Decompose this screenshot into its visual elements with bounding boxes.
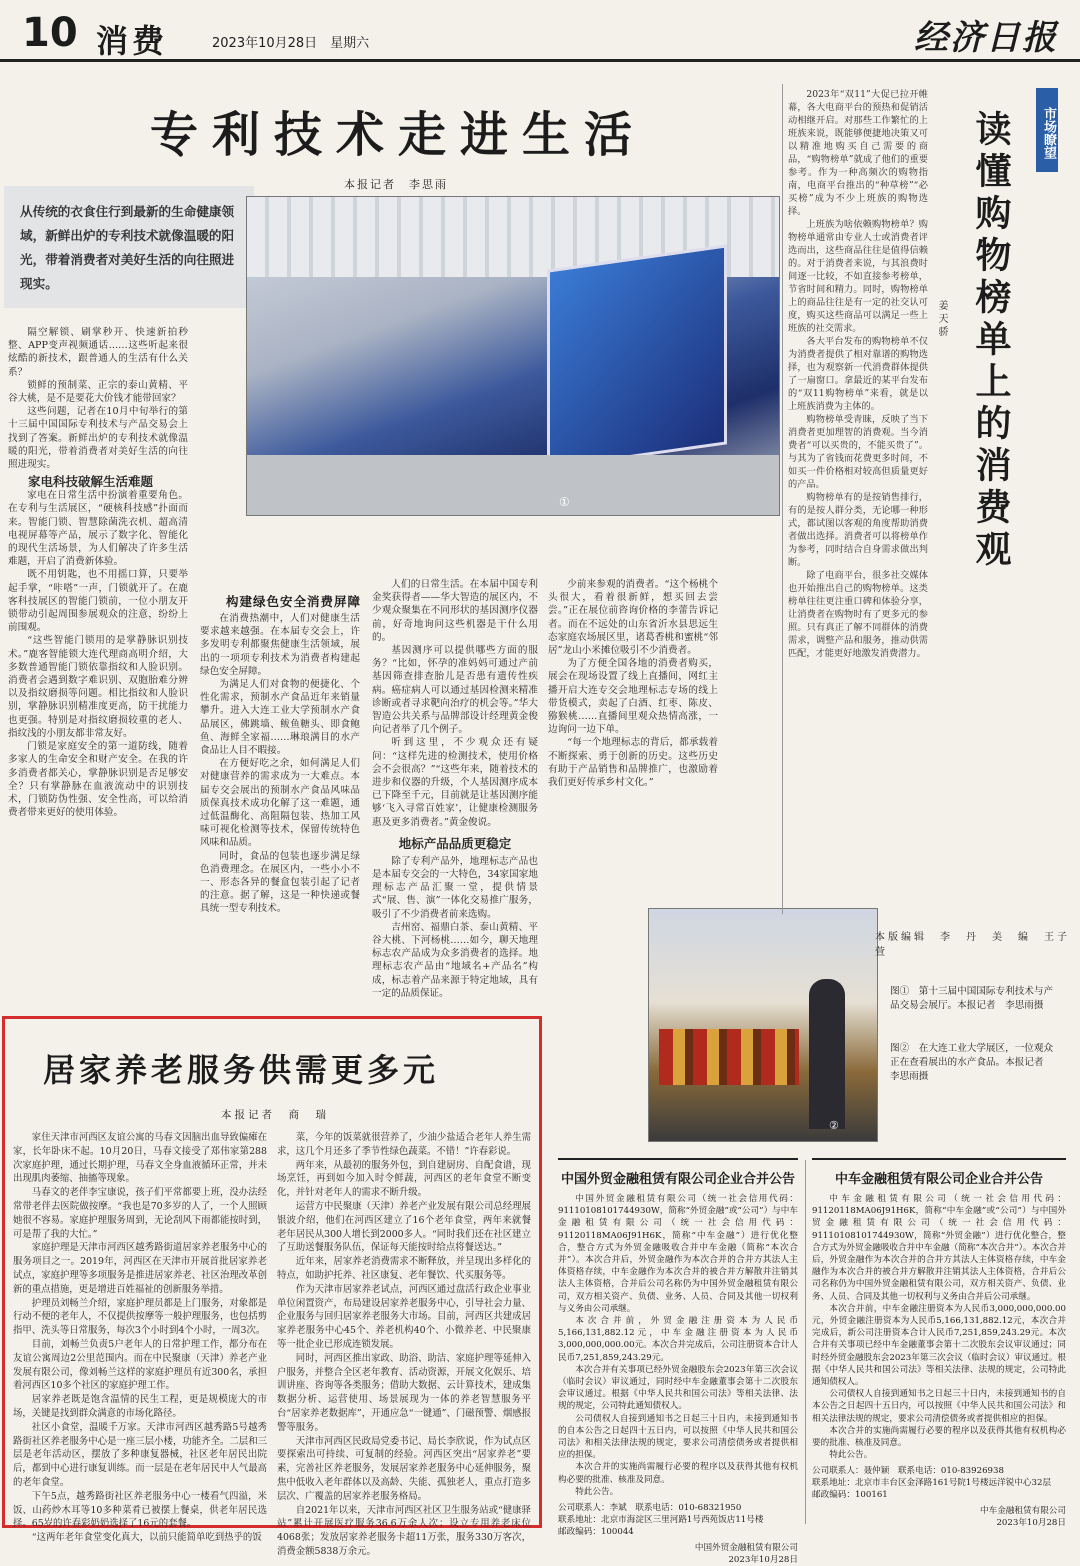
paragraph: 隔空解锁、刷掌秒开、快速新拍秒整、APP变声视频通话……这些听起来很炫酷的新技术，跟普通人的生活有什么关系？: [8, 327, 188, 378]
contact-line: 邮政编码：100161: [812, 1490, 888, 1501]
paragraph: 购物榜单有的是按销售排行，有的是按人群分类，无论哪一种形式，都试图以客观的角度帮助消费者做出选择。消费者可以将榜单作为参考，同时结合自身需求做出判断。: [788, 492, 928, 568]
paragraph: 中车金融租赁有限公司（统一社会信用代码：91120118MA06J91H6K，简称“中车金融”或“公司”）与中国外贸金融租赁有限公司（统一社会信用代码：91110108101744930W，简称“外贸金融”）进行优化整合，整合方式为外贸金融吸收合并中车金融（简称“本次合并”）。本次合并后，外贸金融作为本次合并的合并方其法人主体资格存续，中车金融作为本次合并的被合并方解散并注销其法人主体资格，合并后公司名称仍为中国外贸金融租赁有限公司，双方相关资产、负债、业务、人员、合同及其他一切权利与义务由合并后公司承继。: [812, 1194, 1066, 1302]
signature-line: 2023年10月28日: [728, 1555, 798, 1566]
paragraph: 除了专利产品外，地理标志产品也是本届专交会的一大特色，34家国家地理标志产品汇聚一堂，提供情景式“展、售、演”一体化交易推广服务，吸引了不少消费者前来选购。: [372, 855, 538, 920]
paragraph: 菜，今年的饭菜就很营养了，少油少盐适合老年人养生需求，这几个月还多了季节性绿色蔬菜。不错！”许春彩说。: [277, 1132, 531, 1157]
photo1-number: ①: [559, 495, 570, 509]
subhead-geo-products: 地标产品品质更稳定: [398, 835, 512, 851]
feature-headline: 专利技术走进生活: [150, 107, 647, 163]
notice-contact: [812, 1465, 1066, 1501]
commentary-author: 姜天骄: [936, 300, 947, 339]
notice-contact: [558, 1502, 798, 1538]
paragraph: 上班族为啥依赖购物榜单？购物榜单通常由专业人士或消费者评选而出，这些商品往往是值得信赖的。对于消费者来说，与其浪费时间逐一比较，不如直接参考榜单，节省时间和精力。同时，购物榜单上的商品往往是有一定的社交认可度，购买这些商品可以满足一些上班族的社交需求。: [788, 219, 928, 334]
paragraph: 家电在日常生活中扮演着重要角色。在专利与生活展区，“硬核科技感”扑面而来。智能门锁、智慧除菌洗衣机、超高清电视屏幕等产品，展示了数字化、智能化的现代生活场景，为人们解决了许多生活难题，开启了消费新体验。: [8, 490, 188, 568]
paragraph: 作为天津市居家养老试点，河西区通过盘活行政企业事业单位闲置资产，布局建设居家养老服务中心，引导社会力量、企业服务与回归居家养老服务大市场。目前，河西区共建成居家养老服务中心45个、养老机构40个、小微养老、中民聚康等一批企业已形成连锁发展。: [277, 1283, 531, 1350]
paragraph: 公司债权人自接到通知书之日起三十日内，未接到通知书的自本公告之日起四十五日内，可以按照《中华人民共和国公司法》和相关法律法规的规定，要求公司清偿债务或者提供相应的担保。: [812, 1389, 1066, 1424]
notice-signature: [812, 1505, 1066, 1529]
photo2-caption: 图② 在大连工业大学展区，一位观众正在查看展出的水产食品。本报记者 李思雨摄: [890, 1043, 1054, 1082]
subhead-home-appliance: 家电科技破解生活难题: [28, 474, 154, 490]
feature-column-1: [8, 326, 188, 1006]
feature-lead: 从传统的衣食住行到最新的生命健康领域，新鲜出炉的专利技术就像温暖的阳光，带着消费者对美好生活的向往照进现实。: [20, 204, 235, 291]
paragraph: 基因测序可以提供哪些方面的服务？“比如，怀孕的准妈妈可通过产前基因筛查排查胎儿是否患有遗传性疾病。癌症病人可以通过基因检测来精准诊断或者寻求靶向治疗的机会等。”华大智造公共关系与品牌部设计经理黄金俊向记者举了几个例子。: [372, 645, 538, 736]
paragraph: 本次合并前，外贸金融注册资本为人民币5,166,131,882.12元，中车金融注册资本为人民币3,000,000,000.00元。本次合并完成后，公司注册资本合计人民币7,251,859,243.29元。: [558, 1316, 798, 1363]
subhead-green-safety: 构建绿色安全消费屏障: [226, 594, 362, 609]
paragraph: 目前，刘畅兰负责5户老年人的日常护理工作，都分布在友谊公寓周边2公里范围内。而在中民聚康（天津）养老产业发展有限公司，像刘畅兰这样的家庭护理员有近300名，承担着河西区10多个社区的家庭护理工作。: [13, 1338, 267, 1392]
photo-floor: [247, 455, 779, 515]
feature-byline: 本报记者 李思雨: [344, 178, 448, 191]
paragraph: 自2021年以来，天津市河西区社区卫生服务站或“健康驿站”累计开展医疗服务36.6万余人次；设立专用养老床位4068张；发放居家养老服务卡超11万张，服务330万客次，消费金额5838万余元。: [277, 1504, 531, 1557]
merger-notice-cfl: [558, 1158, 798, 1566]
paragraph: 2023年“双11”大促已拉开帷幕，各大电商平台的预热和促销活动相继开启。对那些工作繁忙的上班族来说，既能够便捷地决策又可以精准地购买自己需要的商品，“购物榜单”就成了他们的重要参考。作为一种高频次的购物指南，电商平台推出的“种草榜”“必买榜”成为不少上班族的购物选择。: [788, 89, 928, 217]
paragraph: 各大平台发布的购物榜单不仅为消费者提供了相对靠谱的购物选择，也为观察新一代消费群体提供了一扇窗口。拿最近的某平台发布的“双11购物榜单”来看，就是以上班族消费为主体的。: [788, 336, 928, 412]
paragraph: 特此公告。: [575, 1486, 619, 1497]
paragraph: 锁鲜的预制菜、正宗的泰山黄精、平谷大桃，是不是要花大价钱才能带回家？: [8, 379, 188, 405]
photo-visitor: [809, 979, 845, 1129]
contact-line: 公司联系人：李斌 联系电话：010-68321950: [558, 1503, 742, 1514]
paragraph: 护理员刘畅兰介绍，家庭护理员都是上门服务，对象都是行动不便的老年人，不仅提供按摩等一般护理服务，也包括剪指甲、洗头等日常服务，每次3个小时到4个小时，一周3次。: [13, 1297, 267, 1337]
page-credits: 本版编辑 李 丹 美 编 王子萱: [875, 932, 1070, 958]
paragraph: 既不用钥匙，也不用摇口算，只要举起手掌，“咔嗒”一声，门锁就开了。在鹿客科技展区的智能门锁前，一位小朋友开锁带动引起周围参展观众的注意，纷纷上前围观。: [8, 569, 188, 634]
paragraph: 本次合并的实施尚需履行必要的程序以及获得其他有权机构必要的批准、核准及同意。: [812, 1425, 1066, 1449]
paragraph: 少前来参观的消费者。“这个杨桃个头很大，看着很新鲜，想买回去尝尝。”正在展位前咨询价格的李蕾告诉记者。而在不远处的山东省沂水县思远生态家庭农场展区里，诸葛香桃和蜜桃“邻居”龙山小米摊位吸引不少消费者。: [548, 579, 718, 657]
paragraph: 公司债权人自接到通知书之日起三十日内，未接到通知书的自本公告之日起四十五日内，可以按照《中华人民共和国公司法》和相关法律法规的规定，要求公司清偿债务或者提供相应的担保。: [558, 1413, 798, 1461]
paragraph: 这些问题，记者在10月中旬举行的第十三届中国国际专利技术与产品交易会上找到了答案。新鲜出炉的专利技术就像温暖的阳光，带着消费者对美好生活的向往照进现实。: [8, 406, 188, 471]
paragraph: 两年来，从最初的服务外包，到自建厨房、自配食谱，现场烹饪，再到如今加入时令鲜蔬，河西区的老年食堂不断变化，并针对老年人的需求不断升级。: [277, 1159, 531, 1199]
paragraph: 人们的日常生活。在本届中国专利金奖获得者——华大智造的展区内，不少观众聚集在不同形状的基因测序仪器前，好奇地询问这些机器是干什么用的。: [372, 579, 538, 643]
feature-column-2: [200, 612, 360, 1006]
paragraph: 购物榜单受青睐，反映了当下消费者更加理智的消费观。当今消费者“可以买贵的，不能买贵了”。与其为了省钱而花费更多时间，不如买一件价格相对较高但质量更好的产品。: [788, 414, 928, 490]
contact-line: 公司联系人：聂仲颖 联系电话：010-83926938: [812, 1466, 1004, 1477]
paragraph: 为了方便全国各地的消费者购买，展会在现场设置了线上直播间，网红主播开启大连专交会地理标志专场的线上带货模式，卖起了白酒、红枣、陈皮、猕猴桃……直播间里观众热情高涨，一边询问一边下单。: [548, 658, 718, 736]
signature-line: 中车金融租赁有限公司: [980, 1506, 1066, 1517]
paragraph: 吉州窑、福鼎白茶、泰山黄精、平谷大桃、下河杨桃……如今，聊天地理标志农产品成为众多消费者的选择。地理标志农产品由“地域名+产品名”构成，标志着产品来源于特定地域，具有一定的品质保证。: [372, 921, 538, 999]
pension-byline: 本报记者 商 瑞: [221, 1109, 329, 1121]
feature-lead-box: [4, 186, 254, 308]
paragraph: 家庭护理是天津市河西区越秀路街道居家养老服务中心的服务项目之一。2019年，河西区在天津市开展首批居家养老试点，家庭护理等多项服务是推进居家养老、社区治理改革创新的重点措施，更是增进百姓福祉的创新服务举措。: [13, 1242, 267, 1295]
paragraph: 家住天津市河西区友谊公寓的马春文因脑出血导致偏瘫在家，长年卧床不起。10月20日，马春文接受了郑伟家第288次家庭护理，通过长期护理，马春文全身血液循环正常，并未出现肌肉萎缩、抽搐等现象。: [13, 1132, 267, 1185]
paragraph: 为满足人们对食物的便捷化、个性化需求，预制水产食品近年来销量攀升。进入大连工业大学预制水产食品展区，佛跳墙、鲅鱼糖头、即食鲍鱼、海鲜全家福……琳琅满目的水产食品让人目不暇接。: [200, 679, 360, 757]
paragraph: 本次合并前，中车金融注册资本为人民币3,000,000,000.00元，外贸金融注册资本为人民币5,166,131,882.12元，本次合并完成后，新公司注册资本合计人民币7,251,859,243.29元。本次合并有关事项已经中车金融董事会第十二次股东会议审议通过；同时经外贸金融股东会2023年第三次会议（临时会议）审议通过。根据《中华人民共和国公司法》等相关法律、法规的规定，公司特此通知债权人。: [812, 1303, 1066, 1388]
paragraph: 中国外贸金融租赁有限公司（统一社会信用代码：91110108101744930W，简称“外贸金融”或“公司”）与中车金融租赁有限公司（统一社会信用代码：91120118MA06J91H6K，简称“中车金融”）进行优化整合，整合方式为外贸金融吸收合并中车金融（简称“本次合并”）。本次合并后，外贸金融作为本次合并的合并方其法人主体资格存续，中车金融作为本次合并的被合并方解散并注销其法人主体资格，合并后公司名称仍为中国外贸金融租赁有限公司，双方相关资产、负债、业务、人员、合同及其他一切权利与义务由公司承继。: [558, 1194, 798, 1314]
paragraph: 居家养老既是饱含温情的民生工程，更是规模庞大的市场，关键是找到群众满意的市场化路径。: [13, 1394, 267, 1419]
feature-column-4: [548, 578, 718, 910]
commentary-body: [788, 88, 928, 918]
photo2-number: ②: [829, 1119, 839, 1132]
pension-headline: 居家养老服务供需更多元: [43, 1051, 440, 1089]
paragraph: 在消费热潮中，人们对健康生活要求越来越强。在本届专交会上，许多发明专利都聚焦健康生活领域，展出的一项项专利技术为消费者构建起绿色安全屏障。: [200, 613, 360, 677]
paper-logo: 经济日报: [914, 18, 1058, 58]
paragraph: 同时，食品的包装也逐步满足绿色消费理念。在展区内，一些小小不一、形态各异的餐盒包装引起了记者的注意。据了解，这是一种快递或餐具统一型专利技术。: [200, 850, 360, 915]
issue-date: 2023年10月28日 星期六: [212, 36, 370, 51]
page-number: 10: [22, 10, 78, 56]
photo1-caption: 图① 第十三届中国国际专利技术与产品交易会展厅。本报记者 李思雨摄: [890, 986, 1054, 1011]
paragraph: 门锁是家庭安全的第一道防线，随着多家人的生命安全和财产安全。在我的许多消费者都关心，掌静脉识别是否足够安全？只有掌静脉在血液流动中的识别技术，门锁防伪性强、安全性高，可以给消费者带来更好的使用体验。: [8, 741, 188, 819]
pension-column-2: [277, 1131, 531, 1557]
signature-line: 2023年10月28日: [996, 1518, 1066, 1529]
contact-line: 联系地址：北京市丰台区金泽路161号院1号楼远洋锐中心32层: [812, 1478, 1052, 1489]
notice-signature: [558, 1542, 798, 1566]
paragraph: 特此公告。: [829, 1450, 873, 1461]
paragraph: 下午5点，越秀路街社区养老服务中心一楼看气四溢，米饭、山药炒木耳等10多种菜肴已被摆上餐桌，供老年居民选择。65岁的许春彩奶奶选择了16元的套餐。: [13, 1490, 267, 1530]
paragraph: 听到这里，不少观众还有疑问：“这样先进的检测技术，使用价格会不会很高？”“这些年来，随着技术的进步和仪器的升级，个人基因测序成本已下降至千元，目前就是让基因测序能够‘飞入寻常百姓家’，让健康检测服务惠及更多消费者。”黄金俊说。: [372, 737, 538, 828]
merger-notice-crrc: [812, 1158, 1066, 1529]
column-divider: [805, 1160, 806, 1524]
paragraph: 本次合并的实施尚需履行必要的程序以及获得其他有权机构必要的批准、核准及同意。: [558, 1462, 798, 1485]
paragraph: “这些智能门锁用的是掌静脉识别技术。”鹿客智能锁大连代理商高明介绍，大多数普通智能门锁依靠指纹和人脸识别。消费者会遇到数字难识别、双胞胎难分辨以及指纹磨损等问题。相比指纹和人脸识别，掌静脉识别精准度更高，防干扰能力也更强。特别是对指纹磨损较重的老人、指纹浅的小朋友都非常友好。: [8, 635, 188, 739]
expo-hall-photo: [246, 196, 780, 516]
paragraph: “这两年老年食堂变化真大，以前只能简单吃到热乎的饭: [31, 1532, 262, 1544]
pension-column-1: [13, 1131, 267, 1544]
notice-title: 中车金融租赁有限公司企业合并公告: [834, 1172, 1043, 1187]
commentary-title: 读懂购物榜单上的消费观: [970, 110, 1012, 572]
section-name: 消费: [96, 22, 169, 60]
signature-line: 中国外贸金融租赁有限公司: [694, 1543, 798, 1554]
paragraph: 同时，河西区推出家政、助浴、助洁、家庭护理等延伸入户服务，并整合全区老年教育、活动资源，开展文化娱乐、培训讲座、咨询等各类服务；借助大数据、云计算技术，建成集数据分析、运营使用、场景展现为一体的养老智慧服务平台“居家养老数据库”，开通应急“一键通”、门磁预警、烟感报警等服务。: [277, 1352, 531, 1433]
paragraph: 除了电商平台，很多社交媒体也开始推出自己的购物榜单。这类榜单往往更注重口碑和体验分享，让消费者在购物时有了更多元的参照。只有真正了解不同群体的消费需求，调整产品和服务，推动供需匹配，才能更好地激发消费潜力。: [788, 570, 928, 659]
paragraph: “每一个地理标志的背后，都承载着不断探索、勇于创新的历史。这些历史有助于产品销售和品牌推广，也激励着我们更好传承乡村文化。”: [548, 737, 718, 789]
feature-column-3: [372, 578, 538, 1006]
paragraph: 近年来，居家养老消费需求不断释放，并呈现出多样化的特点，如助护托养、社区康复、老年餐饮、代买服务等。: [277, 1256, 531, 1281]
notice-title: 中国外贸金融租赁有限公司企业合并公告: [560, 1172, 795, 1187]
photo-shelf: [659, 1029, 799, 1085]
paragraph: 社区小食堂，温暖千万家。天津市河西区越秀路5号越秀路街社区养老服务中心是一座三层小楼，功能齐全。二层和三层是老年活动区，摆放了多种康复器械，社区老年居民出院后，都到中心进行康复训练。而一层是在老年居民中人气最高的老年食堂。: [13, 1421, 267, 1488]
paragraph: 马春文的老伴李宝康说，孩子们平常都要上班，没办法经常带老伴去医院做按摩。“我也是70多岁的人了，一个人照顾她很不容易。家庭护理服务周到，无论刮风下雨都能按时到，可是帮了我的大忙。”: [13, 1187, 267, 1240]
contact-line: 联系地址：北京市海淀区三里河路1号西苑饭店11号楼: [558, 1515, 764, 1526]
masthead: [0, 0, 1080, 62]
contact-line: 邮政编码：100044: [558, 1527, 634, 1538]
photo-booth: [547, 244, 727, 469]
column-divider: [782, 84, 783, 914]
notice-body: [558, 1193, 798, 1498]
paragraph: 在方便好吃之余，如何满足人们对健康营养的需求成为一大难点。本届专交会展出的预制水产食品风味品质保真技术成功化解了这一难题，通过低温酶化、高阻隔包装、热加工风味可视化检测等技术，保留传统特色风味和品质。: [200, 758, 360, 849]
pension-article: [2, 1016, 542, 1557]
seafood-booth-photo: [648, 908, 878, 1142]
column-tag: 市场瞭望: [1036, 88, 1058, 172]
paragraph: 天津市河西区民政局党委书记、局长李欣说，作为试点区要探索出可持续、可复制的经验。河西区突出“居家养老”要素，完善社区养老服务，发展居家养老服务中心延伸服务，聚焦中低收入老年群体以及高龄、失能、孤独老人，重点打造多层次、广覆盖的居家养老服务格局。: [277, 1435, 531, 1502]
notice-body: [812, 1193, 1066, 1461]
paragraph: 本次合并有关事项已经外贸金融股东会2023年第三次会议（临时会议）审议通过，同时经中车金融董事会第十二次股东会审议通过。根据《中华人民共和国公司法》等相关法律、法规的规定，公司特此通知债权人。: [558, 1364, 798, 1412]
paragraph: 运营方中民聚康（天津）养老产业发展有限公司总经理展银波介绍，他们在河西区建立了16个老年食堂，两年来就餐老年居民从300人增长到2000多人。“同时我们还在社区建立了互助送餐服务队伍，保证每天能按时给点将餐送达。”: [277, 1200, 531, 1254]
